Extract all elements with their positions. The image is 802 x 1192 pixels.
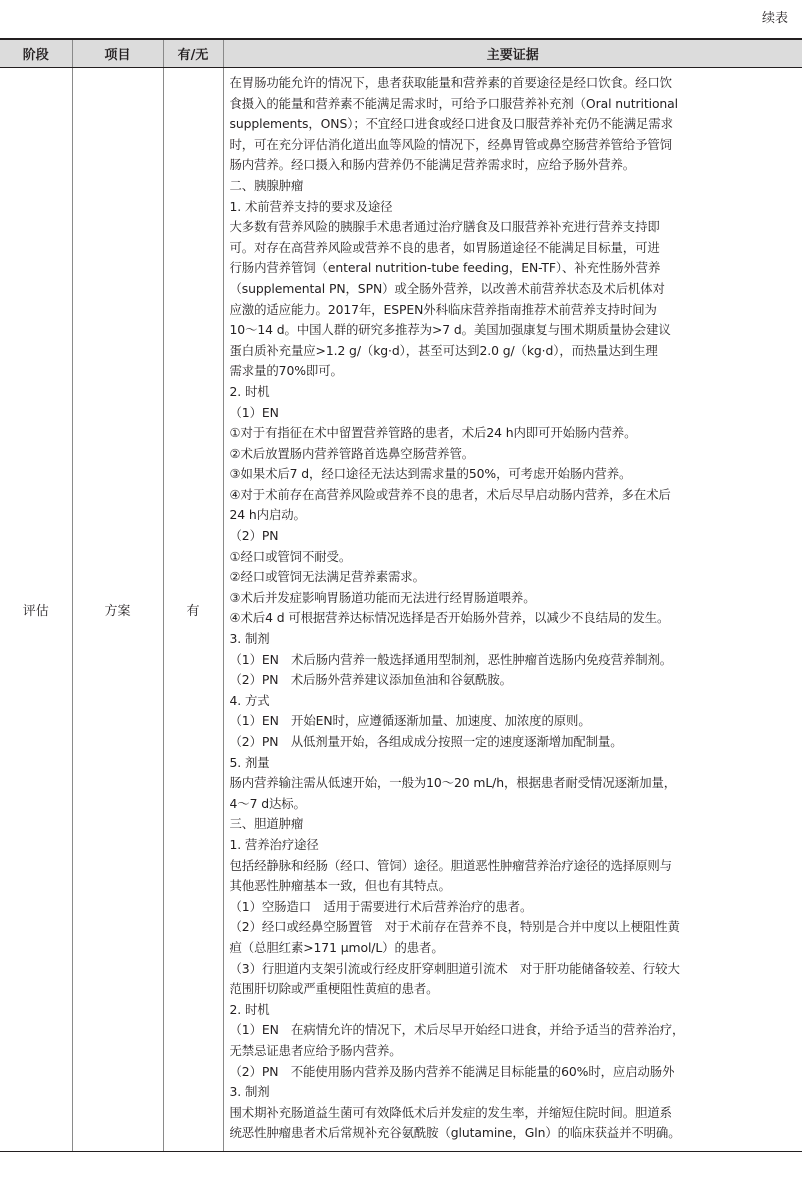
continued-label: 续表	[761, 11, 788, 26]
evidence-line: 10～14 d。中国人群的研究多推荐为>7 d。美国加强康复与围术期质量协会建议	[229, 322, 671, 338]
evidence-line: 食摄入的能量和营养素不能满足需求时，可给予口服营养补充剂（Oral nutritional	[229, 95, 679, 111]
evidence-line: 肠内营养。经口摄入和肠内营养仍不能满足营养需求时，应给予肠外营养。	[229, 157, 636, 173]
evidence-line: （2）PN 从低剂量开始，各组成成分按照一定的速度逐渐增加配制量。	[229, 734, 623, 749]
evidence-table	[0, 38, 802, 1152]
header-main-evidence: 主要证据	[223, 39, 802, 68]
evidence-line: 应激的适应能力。2017年，ESPEN外科临床营养指南推荐术前营养支持时间为	[229, 301, 657, 317]
evidence-line: ②术后放置肠内营养管路首选鼻空肠营养管。	[229, 445, 475, 461]
evidence-line: 2. 时机	[229, 1001, 270, 1017]
evidence-line: ①对于有指征在术中留置营养管路的患者，术后24 h内即可开始肠内营养。	[229, 425, 637, 441]
evidence-line: 在胃肠功能允许的情况下，患者获取能量和营养素的首要途径是经口饮食。经口饮	[229, 75, 672, 90]
evidence-line: 4～7 d达标。	[229, 795, 306, 811]
evidence-line: 其他恶性肿瘤基本一致，但也有其特点。	[229, 878, 451, 894]
evidence-line: 二、胰腺肿瘤	[229, 177, 304, 193]
evidence-line: 1. 术前营养支持的要求及途径	[229, 198, 393, 214]
evidence-line: 3. 制剂	[229, 631, 270, 647]
evidence-line: ②经口或管饲无法满足营养素需求。	[229, 569, 425, 585]
evidence-line: （2）PN	[229, 528, 279, 544]
evidence-line: 行肠内营养管饲（enteral nutrition-tube feeding，EN-TF）、补充性肠外营养	[229, 260, 661, 276]
evidence-line: （2）经口或经鼻空肠置管 对于术前存在营养不良，特别是合并中度以上梗阻性黄	[229, 919, 680, 935]
evidence-line: 无禁忌证患者应给予肠内营养。	[229, 1042, 402, 1058]
evidence-line: 4. 方式	[229, 692, 270, 708]
evidence-line: ④术后4 d 可根据营养达标情况选择是否开始肠外营养，以减少不良结局的发生。	[229, 610, 670, 626]
evidence-line: 范围肝切除或严重梗阻性黄疸的患者。	[229, 981, 439, 997]
header-stage: 阶段	[0, 39, 72, 68]
evidence-line: （1）空肠造口 适用于需要进行术后营养治疗的患者。	[229, 898, 533, 914]
evidence-line: （2）PN 术后肠外营养建议添加鱼油和谷氨酰胺。	[229, 672, 512, 688]
evidence-line: ①经口或管饲不耐受。	[229, 548, 352, 564]
evidence-line: 疸（总胆红素>171 μmol/L）的患者。	[229, 939, 444, 955]
evidence-line: 蛋白质补充量应>1.2 g/（kg·d），甚至可达到2.0 g/（kg·d），而热量达到生理	[229, 342, 658, 358]
evidence-line: 包括经静脉和经肠（经口、管饲）途径。胆道恶性肿瘤营养治疗途径的选择原则与	[229, 857, 672, 873]
evidence-line: ③如果术后7 d，经口途径无法达到需求量的50%，可考虑开始肠内营养。	[229, 466, 632, 482]
evidence-line: 2. 时机	[229, 383, 270, 399]
evidence-line: 5. 剂量	[229, 754, 270, 770]
evidence-line: 三、胆道肿瘤	[229, 816, 304, 832]
evidence-line: 围术期补充肠道益生菌可有效降低术后并发症的发生率，并缩短住院时间。胆道系	[229, 1104, 672, 1120]
cell-presence: 有	[163, 68, 223, 1152]
evidence-line: ④对于术前存在高营养风险或营养不良的患者，术后尽早启动肠内营养，多在术后	[229, 486, 671, 502]
evidence-line: 3. 制剂	[229, 1084, 270, 1100]
table-header-row	[0, 39, 802, 68]
evidence-line: （1）EN 在病情允许的情况下，术后尽早开始经口进食，并给予适当的营养治疗，	[229, 1022, 685, 1038]
cell-main-evidence	[223, 68, 802, 1152]
evidence-line: 统恶性肿瘤患者术后常规补充谷氨酰胺（glutamine，Gln）的临床获益并不明确。	[229, 1125, 681, 1141]
header-presence: 有/无	[163, 39, 223, 68]
evidence-line: 时，可在充分评估消化道出血等风险的情况下，经鼻胃管或鼻空肠营养管给予管饲	[229, 136, 672, 152]
evidence-line: 大多数有营养风险的胰腺手术患者通过治疗膳食及口服营养补充进行营养支持即	[229, 219, 660, 235]
evidence-line: supplements，ONS）；不宜经口进食或经口进食及口服营养补充仍不能满足需求	[229, 116, 673, 132]
evidence-line: 肠内营养输注需从低速开始，一般为10～20 mL/h，根据患者耐受情况逐渐加量，	[229, 775, 677, 791]
evidence-line: （3）行胆道内支架引流或行经皮肝穿刺胆道引流术 对于肝功能储备较差、行较大	[229, 960, 680, 976]
cell-item: 方案	[72, 68, 163, 1152]
evidence-line: 可。对存在高营养风险或营养不良的患者，如胃肠道途径不能满足目标量，可进	[229, 239, 660, 255]
header-item: 项目	[72, 39, 163, 68]
evidence-line: （supplemental PN，SPN）或全肠外营养，以改善术前营养状态及术后机体对	[229, 280, 665, 296]
evidence-line: （1）EN	[229, 404, 279, 420]
evidence-line: 1. 营养治疗途径	[229, 836, 319, 852]
evidence-line: （1）EN 开始EN时，应遵循逐渐加量、加速度、加浓度的原则。	[229, 713, 591, 729]
evidence-line: 24 h内启动。	[229, 507, 306, 523]
cell-stage: 评估	[0, 68, 72, 1152]
table-row	[0, 68, 802, 1152]
evidence-line: ③术后并发症影响胃肠道功能而无法进行经胃肠道喂养。	[229, 589, 536, 605]
evidence-line: （2）PN 不能使用肠内营养及肠内营养不能满足目标能量的60%时，应启动肠外	[229, 1063, 675, 1079]
evidence-line: （1）EN 术后肠内营养一般选择通用型制剂，恶性肿瘤首选肠内免疫营养制剂。	[229, 651, 673, 667]
evidence-line: 需求量的70%即可。	[229, 363, 343, 379]
